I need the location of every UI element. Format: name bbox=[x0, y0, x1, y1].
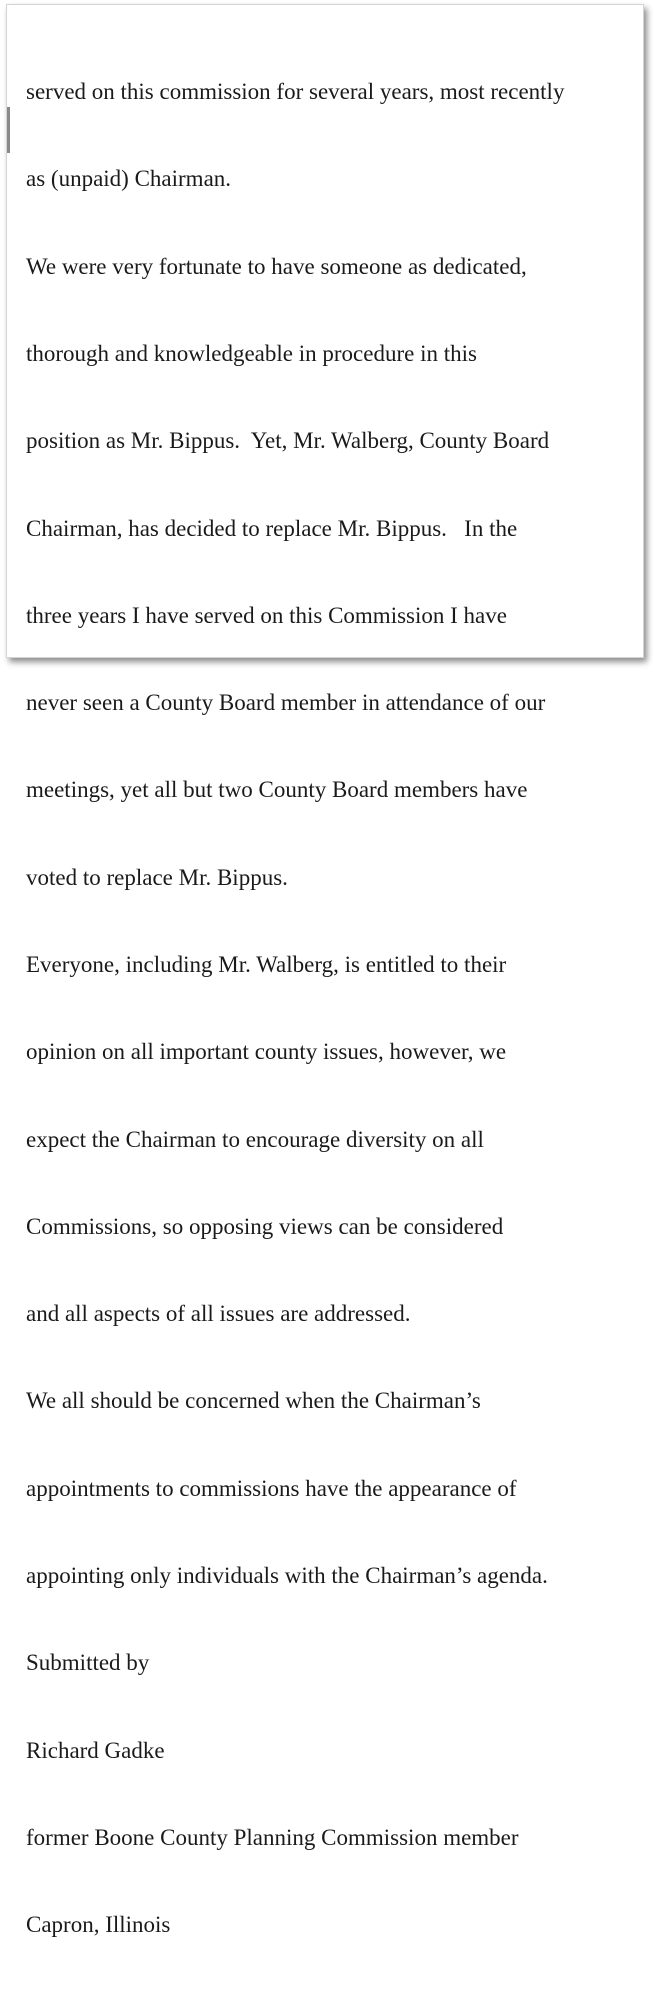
letter-line: and all aspects of all issues are addressed. bbox=[26, 1301, 411, 1327]
document-page bbox=[7, 5, 643, 1938]
letter-line: Everyone, including Mr. Walberg, is entitled to their bbox=[26, 952, 507, 977]
signature-title: former Boone County Planning Commission member bbox=[26, 1824, 519, 1850]
signature-name: Richard Gadke bbox=[26, 1737, 165, 1763]
letter-line: thorough and knowledgeable in procedure in this bbox=[26, 341, 477, 367]
letter-line: opinion on all important county issues, however, we bbox=[26, 1039, 507, 1065]
document-frame bbox=[6, 4, 644, 1938]
letter-line: Chairman, has decided to replace Mr. Bippus. In the bbox=[26, 515, 518, 541]
letter-line: never seen a County Board member in attendance of our bbox=[26, 690, 546, 716]
letter-line: voted to replace Mr. Bippus. bbox=[26, 864, 288, 890]
letter-line: meetings, yet all but two County Board members have bbox=[26, 777, 528, 803]
letter-line: We were very fortunate to have someone as dedicated, bbox=[26, 253, 527, 279]
letter-line: We all should be concerned when the Chairman’s bbox=[26, 1388, 481, 1414]
letter-line: served on this commission for several years, most recently bbox=[26, 79, 565, 105]
signature-location: Capron, Illinois bbox=[26, 1912, 171, 1938]
letter-line: three years I have served on this Commission I have bbox=[26, 602, 507, 628]
letter-line: appointing only individuals with the Chairman’s agenda. bbox=[26, 1562, 548, 1588]
letter-line: appointments to commissions have the appearance of bbox=[26, 1475, 517, 1501]
letter-line: expect the Chairman to encourage diversity on all bbox=[26, 1126, 484, 1152]
letter-line: position as Mr. Bippus. Yet, Mr. Walberg, County Board bbox=[26, 428, 550, 454]
signature-submitted-by: Submitted by bbox=[26, 1650, 150, 1676]
letter-line: Commissions, so opposing views can be considered bbox=[26, 1213, 504, 1239]
letter-line: as (unpaid) Chairman. bbox=[26, 166, 232, 192]
letter-body bbox=[26, 19, 564, 1997]
